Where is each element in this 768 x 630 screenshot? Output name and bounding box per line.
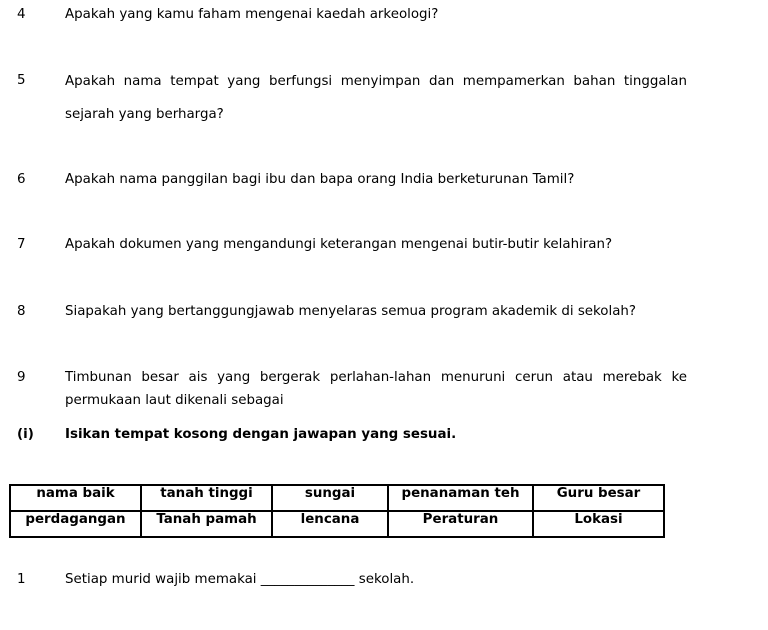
question-number: 9: [17, 370, 26, 385]
question-number: 8: [17, 304, 26, 319]
question-text: Apakah dokumen yang mengandungi keterangan mengenai butir-butir kelahiran?: [65, 237, 613, 252]
table-cell: lencana: [272, 511, 388, 537]
question-text: Timbunan besar ais yang bergerak perlahan-lahan menuruni cerun atau merebak ke permukaan laut dikenali sebagai: [65, 370, 687, 408]
question-text: Apakah nama panggilan bagi ibu dan bapa orang India berketurunan Tamil?: [65, 172, 575, 187]
table-row: [10, 511, 664, 537]
table-row: [10, 485, 664, 511]
question-text: Apakah nama tempat yang berfungsi menyimpan dan mempamerkan bahan tinggalan sejarah yang berharga?: [65, 74, 687, 122]
question-text: Siapakah yang bertanggungjawab menyelaras semua program akademik di sekolah?: [65, 304, 637, 319]
question-number: 7: [17, 237, 26, 252]
question-number: 4: [17, 7, 26, 22]
table-cell: Guru besar: [533, 485, 664, 511]
word-bank-table: [9, 484, 665, 538]
question-text: Apakah yang kamu faham mengenai kaedah arkeologi?: [65, 7, 439, 22]
table-cell: penanaman teh: [388, 485, 533, 511]
table-cell: Lokasi: [533, 511, 664, 537]
table-cell: Peraturan: [388, 511, 533, 537]
table-cell: sungai: [272, 485, 388, 511]
question-number: 6: [17, 172, 26, 187]
table-cell: nama baik: [10, 485, 141, 511]
question-number: 5: [17, 73, 26, 88]
question-number: 1: [17, 572, 26, 587]
table-cell: Tanah pamah: [141, 511, 272, 537]
question-text: Setiap murid wajib memakai ______________ sekolah.: [65, 572, 415, 587]
table-cell: perdagangan: [10, 511, 141, 537]
section-instruction: Isikan tempat kosong dengan jawapan yang sesuai.: [65, 427, 457, 442]
section-label: (i): [17, 427, 34, 442]
table-cell: tanah tinggi: [141, 485, 272, 511]
